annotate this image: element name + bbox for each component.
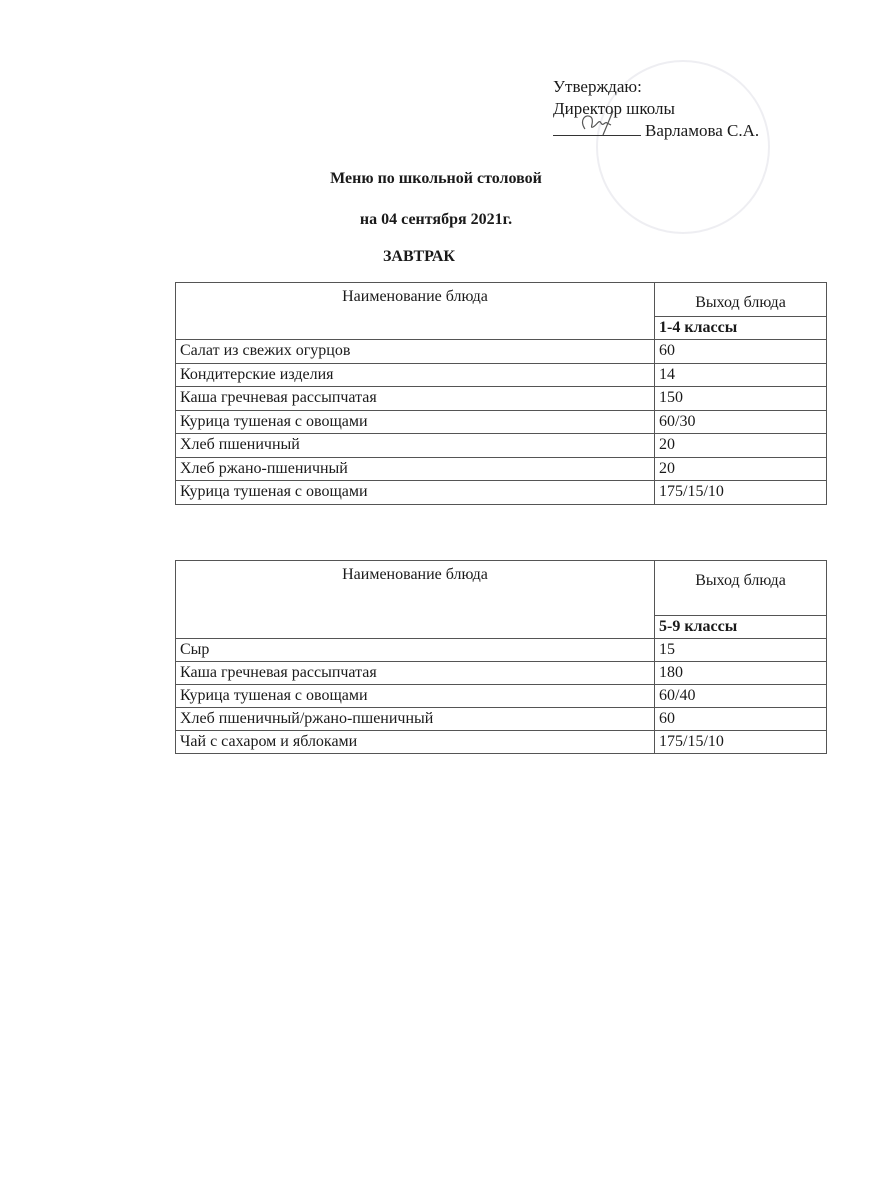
- menu-table-1-4: [175, 282, 827, 505]
- dish-output: 15: [655, 639, 827, 662]
- dish-output: 175/15/10: [655, 481, 827, 505]
- group-label: 1-4 классы: [655, 316, 827, 340]
- signature-scribble: [577, 107, 621, 135]
- dish-name: Хлеб пшеничный: [176, 434, 655, 458]
- table-row: [176, 481, 827, 505]
- col-header-name: Наименование блюда: [176, 283, 655, 340]
- dish-name: Каша гречневая рассыпчатая: [176, 387, 655, 411]
- dish-name: Курица тушеная с овощами: [176, 685, 655, 708]
- dish-output: 14: [655, 363, 827, 387]
- table-row: [176, 340, 827, 364]
- dish-name: Кондитерские изделия: [176, 363, 655, 387]
- dish-name: Хлеб пшеничный/ржано-пшеничный: [176, 708, 655, 731]
- table-row: [176, 731, 827, 754]
- meal-heading: ЗАВТРАК: [382, 248, 455, 265]
- dish-name: Курица тушеная с овощами: [176, 481, 655, 505]
- document-title: Меню по школьной столовой: [330, 170, 542, 187]
- approval-block: [553, 76, 759, 142]
- dish-name: Чай с сахаром и яблоками: [176, 731, 655, 754]
- menu-table-5-9: [175, 560, 827, 754]
- dish-name: Салат из свежих огурцов: [176, 340, 655, 364]
- dish-name: Хлеб ржано-пшеничный: [176, 457, 655, 481]
- table-row: [176, 387, 827, 411]
- dish-output: 20: [655, 434, 827, 458]
- dish-output: 175/15/10: [655, 731, 827, 754]
- approver-name: Варламова С.А.: [645, 121, 760, 140]
- approval-position: Директор школы: [553, 99, 675, 118]
- dish-output: 60: [655, 340, 827, 364]
- dish-output: 20: [655, 457, 827, 481]
- group-label: 5-9 классы: [655, 616, 827, 639]
- col-header-output: Выход блюда: [655, 283, 827, 317]
- table-row: [176, 662, 827, 685]
- dish-output: 60/40: [655, 685, 827, 708]
- dish-name: Курица тушеная с овощами: [176, 410, 655, 434]
- dish-name: Каша гречневая рассыпчатая: [176, 662, 655, 685]
- approval-label: Утверждаю:: [553, 77, 642, 96]
- signature: [553, 121, 641, 136]
- table-row: [176, 457, 827, 481]
- table-row: [176, 639, 827, 662]
- table-row: [176, 363, 827, 387]
- table-row: [176, 410, 827, 434]
- dish-output: 180: [655, 662, 827, 685]
- dish-output: 60: [655, 708, 827, 731]
- dish-output: 150: [655, 387, 827, 411]
- dish-output: 60/30: [655, 410, 827, 434]
- table-row: [176, 434, 827, 458]
- dish-name: Сыр: [176, 639, 655, 662]
- table-row: [176, 708, 827, 731]
- document-date: на 04 сентября 2021г.: [359, 211, 513, 228]
- table-row: [176, 685, 827, 708]
- col-header-name: Наименование блюда: [176, 561, 655, 639]
- col-header-output: Выход блюда: [655, 561, 827, 616]
